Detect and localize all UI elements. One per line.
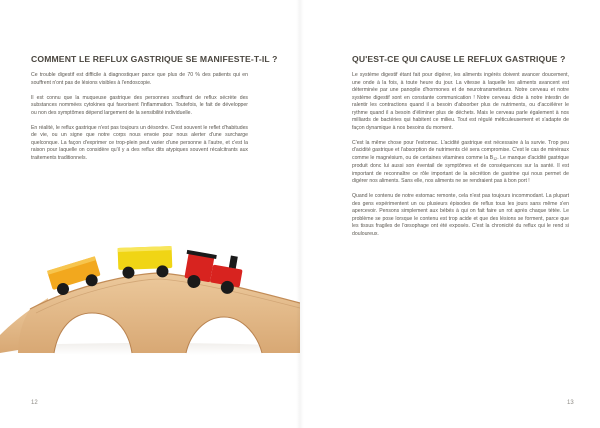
right-body	[352, 72, 569, 246]
left-paragraph-3: En réalité, le reflux gastrique n'est pas toujours un désordre. C'est souvent le reflet d'habitudes de vie, ou un signe que notre corps nous envoie pour nous alerter d'une surcharge quelconque. La façon d'exprimer ce trop-plein peut varier d'une personne à l'autre, et c'est la raison pour laquelle on considère qu'il y a des reflux dits atypiques souvent récalcitrants aux traitements traditionnels.	[31, 124, 248, 161]
right-page	[300, 0, 600, 428]
stomach-text-start: C'est la même chose pour l'estomac. L'acidité gastrique est nécessaire à la survie. Trop peu d'acidité gastrique et l'absorption de nutriments clé sera compromise. C'est le cas de minéraux comme le magnésium, ou de certaines vitamines comme la B	[352, 139, 569, 161]
page-number-right: 13	[567, 400, 574, 406]
toy-train-illustration	[0, 225, 300, 355]
page-number-left: 12	[31, 400, 38, 406]
right-paragraph-1: Le système digestif étant fait pour digérer, les aliments ingérés doivent avancer doucement, une onde à la fois, à toute heure du jour. La vitesse à laquelle les aliments avancent est déterminée par une panoplie d'hormones et de neurotransmetteurs. Notre cerveau et notre système digestif sont en constante communication ! Notre cerveau dicte à notre intestin de ralentir les contractions quand il a besoin d'absorber plus de nutriments, ou d'accélérer le rythme quand il a besoin d'éliminer plus de déchets. Mais le cerveau parle également à nos milliards de bactéries qui habitent ce milieu. Tout est régulé méticuleusement et s'adapte de façon dynamique à nos besoins du moment.	[352, 72, 569, 131]
right-paragraph-2	[352, 140, 569, 186]
vitamin-subscript: 12	[493, 156, 498, 161]
left-body	[31, 72, 248, 170]
left-paragraph-2: Il est connu que la muqueuse gastrique des personnes souffrant de reflux sécrète des substances nommées cytokines qui favorisent l'inflammation. Toutefois, le fait de développer ou non des symptômes dépend largement de la sensibilité individuelle.	[31, 94, 248, 116]
left-paragraph-1: Ce trouble digestif est difficile à diagnostiquer parce que plus de 70 % des patients qui en souffrent n'ont pas de lésions visibles à l'endoscopie.	[31, 72, 248, 86]
right-paragraph-3: Quand le contenu de notre estomac remonte, cela n'est pas toujours incommodant. La plupart des gens expérimentent un ou plusieurs épisodes de reflux tous les jours sans même s'en apercevoir. Pensons simplement aux bébés à qui on fait faire un rot après chaque tétée. Le problème se pose lorsque le contenu est trop acide et que des lésions se forment, parce que les tissus fragiles de l'œsophage ont été exposés. C'est la chronicité du reflux qui le rend si douloureux.	[352, 193, 569, 237]
left-heading: COMMENT LE REFLUX GASTRIQUE SE MANIFESTE-T-IL ?	[31, 54, 278, 64]
right-heading: QU'EST-CE QUI CAUSE LE REFLUX GASTRIQUE ?	[352, 54, 566, 64]
stomach-text-end: . Le manque d'acidité gastrique produit donc lui aussi son éventail de symptômes et de conséquences sur la santé. Il est important de reconnaître ce rôle important de la sécrétion de gastrine qui nous permet de digérer nos aliments. Sans elle, nos aliments ne se rendraient pas à bon port !	[352, 154, 569, 184]
